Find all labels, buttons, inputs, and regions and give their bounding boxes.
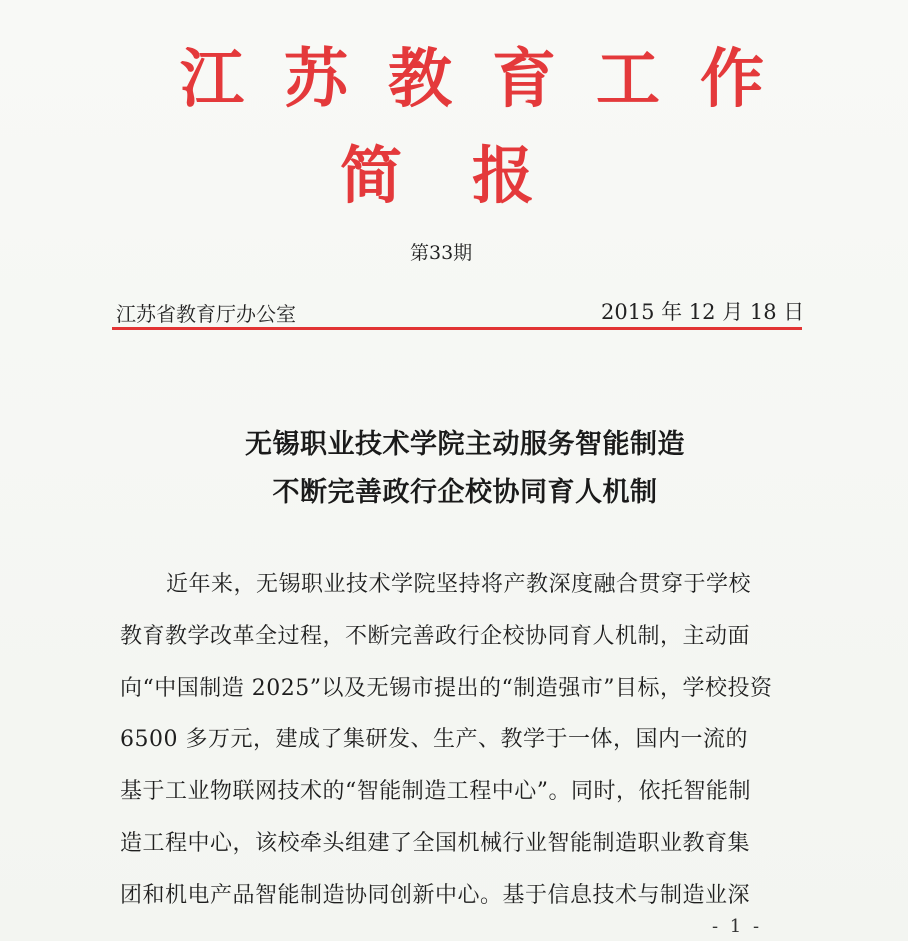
article-headline-line-2: 不断完善政行企校协同育人机制 (272, 477, 658, 508)
bleed-through-text (108, 10, 119, 40)
body-text-line: 近年来，无锡职业技术学院坚持将产教深度融合贯穿于学校 (166, 572, 752, 597)
issue-number: 第33期 (410, 242, 473, 264)
body-text-line: 造工程中心，该校牵头组建了全国机械行业智能制造职业教育集 (120, 831, 751, 856)
masthead-subtitle: 简报 (340, 139, 605, 212)
body-text-line: 6500 多万元，建成了集研发、生产、教学于一体，国内一流的 (120, 727, 748, 752)
page-number: - 1 - (712, 916, 763, 937)
body-text-line: 基于工业物联网技术的“智能制造工程中心”。同时，依托智能制 (120, 779, 751, 804)
article-headline-line-1: 无锡职业技术学院主动服务智能制造 (245, 429, 685, 460)
red-divider-rule (112, 327, 802, 330)
body-text-line: 团和机电产品智能制造协同创新中心。基于信息技术与制造业深 (120, 883, 751, 908)
body-text-line: 教育教学改革全过程，不断完善政行企校协同育人机制，主动面 (120, 624, 751, 649)
masthead-title: 江苏教育工作 (180, 42, 804, 117)
issue-date: 2015 年 12 月 18 日 (601, 300, 805, 324)
issuing-office: 江苏省教育厅办公室 (116, 302, 296, 326)
body-text-line: 向“中国制造 2025”以及无锡市提出的“制造强市”目标，学校投资 (120, 676, 773, 701)
